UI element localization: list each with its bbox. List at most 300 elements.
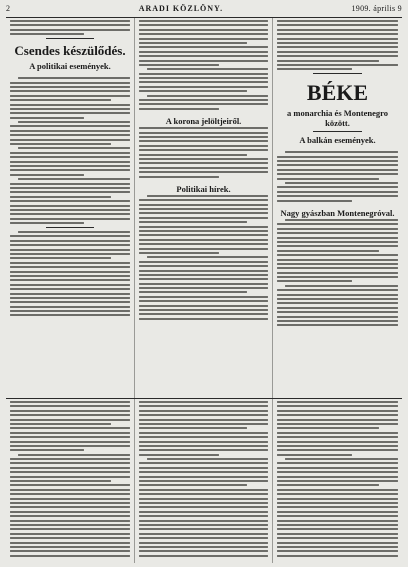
text-line <box>10 20 130 22</box>
text-line <box>139 149 268 151</box>
text-line <box>18 77 130 79</box>
section-subhead: A korona jelöltjeiről. <box>165 116 242 127</box>
text-line <box>139 524 268 526</box>
text-line <box>285 458 398 460</box>
text-line <box>10 191 130 193</box>
text-line <box>277 302 398 304</box>
text-line <box>139 252 219 254</box>
text-line <box>147 195 268 197</box>
text-line <box>10 209 130 211</box>
text-line <box>18 121 130 123</box>
text-line <box>277 498 398 500</box>
text-line <box>277 42 398 44</box>
text-line <box>139 432 268 434</box>
text-line <box>10 95 130 97</box>
text-line <box>277 462 398 464</box>
text-line <box>277 423 398 425</box>
text-line <box>139 90 247 92</box>
text-line <box>139 270 268 272</box>
text-line <box>277 427 379 429</box>
text-line <box>10 279 130 281</box>
text-line <box>18 454 130 456</box>
text-line <box>277 506 398 508</box>
text-line <box>277 320 398 322</box>
text-line <box>277 250 379 252</box>
text-line <box>10 218 130 220</box>
text-line <box>139 445 268 447</box>
text-line <box>277 33 398 35</box>
text-line <box>10 169 130 171</box>
dateline <box>10 72 128 75</box>
text-line <box>277 156 398 158</box>
lower-section <box>6 399 402 563</box>
text-line <box>277 272 398 274</box>
text-line <box>139 221 247 223</box>
text-line <box>139 265 268 267</box>
text-line <box>139 199 268 201</box>
text-line <box>277 186 398 188</box>
text-line <box>139 296 268 298</box>
text-line <box>10 275 130 277</box>
text-line <box>139 278 268 280</box>
text-line <box>277 307 398 309</box>
text-line <box>277 55 398 57</box>
text-line <box>139 208 268 210</box>
text-line <box>139 171 268 173</box>
page-number: 2 <box>6 4 11 13</box>
text-line <box>10 445 130 447</box>
text-line <box>139 300 268 302</box>
text-line <box>10 134 130 136</box>
text-line <box>139 528 268 530</box>
text-line <box>147 95 268 97</box>
text-line <box>10 432 130 434</box>
text-line <box>10 187 130 189</box>
text-line <box>139 217 268 219</box>
text-line <box>10 288 130 290</box>
text-line <box>139 73 268 75</box>
text-line <box>139 537 268 539</box>
text-line <box>139 108 219 110</box>
text-line <box>10 306 130 308</box>
text-line <box>10 183 130 185</box>
text-line <box>277 436 398 438</box>
text-line <box>139 414 268 416</box>
text-line <box>277 200 352 202</box>
text-line <box>139 287 268 289</box>
text-line <box>277 441 398 443</box>
text-line <box>10 205 130 207</box>
text-line <box>10 301 130 303</box>
text-line <box>139 64 219 66</box>
text-line <box>139 60 268 62</box>
text-line <box>139 176 219 178</box>
section-subhead: a monarchia és Montenegro között. <box>287 108 388 129</box>
text-line <box>277 169 398 171</box>
text-line <box>139 419 268 421</box>
text-line <box>10 310 130 312</box>
text-line <box>10 139 130 141</box>
text-line <box>277 64 398 66</box>
divider <box>313 131 361 132</box>
text-line <box>18 147 130 149</box>
text-line <box>10 441 130 443</box>
text-line <box>277 173 398 175</box>
text-line <box>277 195 398 197</box>
text-line <box>18 178 130 180</box>
text-line <box>10 152 130 154</box>
text-line <box>10 271 130 273</box>
text-line <box>139 489 268 491</box>
text-line <box>139 132 268 134</box>
text-line <box>10 33 84 35</box>
text-line <box>277 254 398 256</box>
text-line <box>139 484 247 486</box>
text-line <box>277 502 398 504</box>
text-line <box>277 449 398 451</box>
text-line <box>139 55 268 57</box>
text-line <box>10 462 130 464</box>
text-line <box>10 143 111 145</box>
text-line <box>10 467 130 469</box>
text-line <box>139 480 268 482</box>
text-line <box>277 546 398 548</box>
text-line <box>139 226 268 228</box>
text-line <box>139 454 219 456</box>
text-line <box>139 243 268 245</box>
text-line <box>277 414 398 416</box>
text-line <box>139 436 268 438</box>
text-line <box>139 24 268 26</box>
text-line <box>277 20 398 22</box>
text-line <box>10 537 130 539</box>
text-line <box>10 550 130 552</box>
text-line <box>10 498 130 500</box>
text-line <box>10 436 130 438</box>
text-line <box>10 419 130 421</box>
text-line <box>139 274 268 276</box>
text-line <box>139 502 268 504</box>
text-line <box>139 33 268 35</box>
text-line <box>10 112 130 114</box>
text-line <box>147 256 268 258</box>
text-line <box>139 550 268 552</box>
text-line <box>139 99 268 101</box>
text-line <box>277 29 398 31</box>
text-line <box>139 86 268 88</box>
text-line <box>10 200 130 202</box>
text-line <box>277 493 398 495</box>
text-line <box>139 145 268 147</box>
text-line <box>10 235 130 237</box>
text-line <box>10 108 130 110</box>
text-line <box>10 423 111 425</box>
text-line <box>285 285 398 287</box>
section-subhead: Nagy gyászban Montenegróval. <box>280 207 395 218</box>
section-subhead: A balkán események. <box>299 135 376 146</box>
dateline <box>277 146 396 149</box>
text-line <box>10 24 130 26</box>
text-line <box>10 174 84 176</box>
text-line <box>277 24 398 26</box>
text-line <box>277 178 379 180</box>
text-line <box>10 266 130 268</box>
text-line <box>277 298 398 300</box>
text-line <box>285 182 398 184</box>
divider <box>313 73 361 74</box>
right-column <box>272 18 402 398</box>
text-line <box>10 493 130 495</box>
text-line <box>139 423 268 425</box>
masthead <box>6 4 402 18</box>
text-line <box>10 480 111 482</box>
text-line <box>277 550 398 552</box>
text-line <box>139 42 247 44</box>
section-subhead: Politikai hírek. <box>176 183 231 194</box>
text-line <box>10 414 130 416</box>
divider <box>46 38 94 39</box>
section-title: BÉKE <box>306 80 369 106</box>
text-line <box>277 445 398 447</box>
text-line <box>10 240 130 242</box>
text-line <box>277 38 398 40</box>
text-line <box>10 410 130 412</box>
text-line <box>277 60 379 62</box>
text-line <box>277 515 398 517</box>
text-line <box>139 46 268 48</box>
text-line <box>10 489 130 491</box>
text-line <box>10 90 130 92</box>
text-line <box>277 520 398 522</box>
text-line <box>10 156 130 158</box>
text-line <box>277 476 398 478</box>
text-line <box>10 99 111 101</box>
text-line <box>277 289 398 291</box>
text-line <box>277 405 398 407</box>
text-line <box>10 484 130 486</box>
text-line <box>277 528 398 530</box>
text-line <box>139 515 268 517</box>
text-line <box>10 506 130 508</box>
lower-middle-column <box>134 399 272 563</box>
text-line <box>139 309 268 311</box>
text-line <box>139 520 268 522</box>
text-line <box>10 86 130 88</box>
text-line <box>139 261 268 263</box>
text-line <box>139 555 268 557</box>
text-line <box>139 462 268 464</box>
text-line <box>139 449 268 451</box>
text-line <box>277 164 398 166</box>
text-line <box>277 511 398 513</box>
text-line <box>139 410 268 412</box>
text-line <box>277 401 398 403</box>
text-line <box>10 297 130 299</box>
text-line <box>139 493 268 495</box>
text-line <box>139 140 268 142</box>
text-line <box>277 241 398 243</box>
text-line <box>139 204 268 206</box>
text-line <box>139 506 268 508</box>
text-line <box>10 117 84 119</box>
text-line <box>10 471 130 473</box>
text-line <box>285 219 398 221</box>
text-line <box>277 524 398 526</box>
text-line <box>10 196 111 198</box>
text-line <box>10 125 130 127</box>
text-line <box>139 318 268 320</box>
text-line <box>10 104 130 106</box>
issue-date: 1909. április 9 <box>351 4 402 13</box>
text-line <box>10 284 130 286</box>
text-line <box>139 127 268 129</box>
text-line <box>139 136 268 138</box>
text-line <box>277 324 398 326</box>
text-line <box>10 555 130 557</box>
text-line <box>139 427 247 429</box>
text-line <box>139 162 268 164</box>
text-line <box>285 151 398 153</box>
text-line <box>10 542 130 544</box>
text-line <box>139 313 268 315</box>
text-line <box>139 20 268 22</box>
text-line <box>139 471 268 473</box>
text-line <box>277 480 398 482</box>
text-line <box>277 432 398 434</box>
text-line <box>277 68 352 70</box>
text-line <box>277 467 398 469</box>
text-line <box>139 77 268 79</box>
text-line <box>139 103 268 105</box>
text-line <box>277 51 398 53</box>
text-line <box>139 533 268 535</box>
text-line <box>10 502 130 504</box>
text-line <box>10 253 130 255</box>
text-line <box>18 231 130 233</box>
text-line <box>277 245 398 247</box>
text-line <box>139 230 268 232</box>
text-line <box>10 262 130 264</box>
text-line <box>277 537 398 539</box>
text-line <box>10 515 130 517</box>
text-line <box>10 511 130 513</box>
text-line <box>277 419 398 421</box>
text-line <box>277 484 379 486</box>
text-line <box>10 401 130 403</box>
text-line <box>139 81 268 83</box>
text-line <box>277 259 398 261</box>
text-line <box>139 467 268 469</box>
text-line <box>10 29 130 31</box>
text-line <box>139 476 268 478</box>
text-line <box>147 458 268 460</box>
text-line <box>139 291 247 293</box>
text-line <box>277 228 398 230</box>
text-line <box>139 248 268 250</box>
text-line <box>139 441 268 443</box>
text-line <box>277 533 398 535</box>
text-line <box>139 212 268 214</box>
text-line <box>10 244 130 246</box>
text-line <box>10 533 130 535</box>
text-line <box>277 223 398 225</box>
text-line <box>277 311 398 313</box>
text-line <box>277 280 352 282</box>
text-line <box>139 305 268 307</box>
text-line <box>10 520 130 522</box>
text-line <box>139 498 268 500</box>
text-line <box>277 191 398 193</box>
text-line <box>10 524 130 526</box>
text-line <box>277 542 398 544</box>
text-line <box>147 68 268 70</box>
text-line <box>10 249 130 251</box>
text-line <box>139 51 268 53</box>
text-line <box>10 314 130 316</box>
text-line <box>139 405 268 407</box>
text-line <box>10 528 130 530</box>
text-line <box>277 237 398 239</box>
text-line <box>139 158 268 160</box>
text-line <box>277 471 398 473</box>
paper-title: ARADI KÖZLÖNY. <box>138 4 224 13</box>
text-line <box>139 283 268 285</box>
text-line <box>277 160 398 162</box>
text-line <box>10 449 84 451</box>
text-line <box>10 130 130 132</box>
text-line <box>139 511 268 513</box>
text-line <box>10 546 130 548</box>
text-line <box>139 29 268 31</box>
text-line <box>10 427 130 429</box>
text-line <box>10 458 130 460</box>
section-title: Csendes készülődés. <box>14 43 126 59</box>
upper-section <box>6 18 402 399</box>
text-line <box>277 294 398 296</box>
text-line <box>277 276 398 278</box>
text-line <box>139 401 268 403</box>
text-line <box>139 167 268 169</box>
text-line <box>10 82 130 84</box>
text-line <box>139 239 268 241</box>
text-line <box>10 476 130 478</box>
section-subhead: A politikai események. <box>29 61 111 72</box>
text-line <box>10 213 130 215</box>
text-line <box>10 405 130 407</box>
text-line <box>277 489 398 491</box>
text-line <box>277 316 398 318</box>
text-line <box>277 267 398 269</box>
text-line <box>10 293 130 295</box>
text-line <box>139 154 247 156</box>
text-line <box>139 38 268 40</box>
text-line <box>277 46 398 48</box>
divider <box>46 227 94 228</box>
lower-left-column <box>6 399 134 563</box>
middle-column <box>134 18 272 398</box>
text-line <box>277 232 398 234</box>
lower-right-column <box>272 399 402 563</box>
text-line <box>139 546 268 548</box>
left-column <box>6 18 134 398</box>
text-line <box>277 555 398 557</box>
text-line <box>277 410 398 412</box>
text-line <box>277 454 352 456</box>
text-line <box>10 161 130 163</box>
text-line <box>10 165 130 167</box>
text-line <box>277 263 398 265</box>
text-line <box>139 542 268 544</box>
